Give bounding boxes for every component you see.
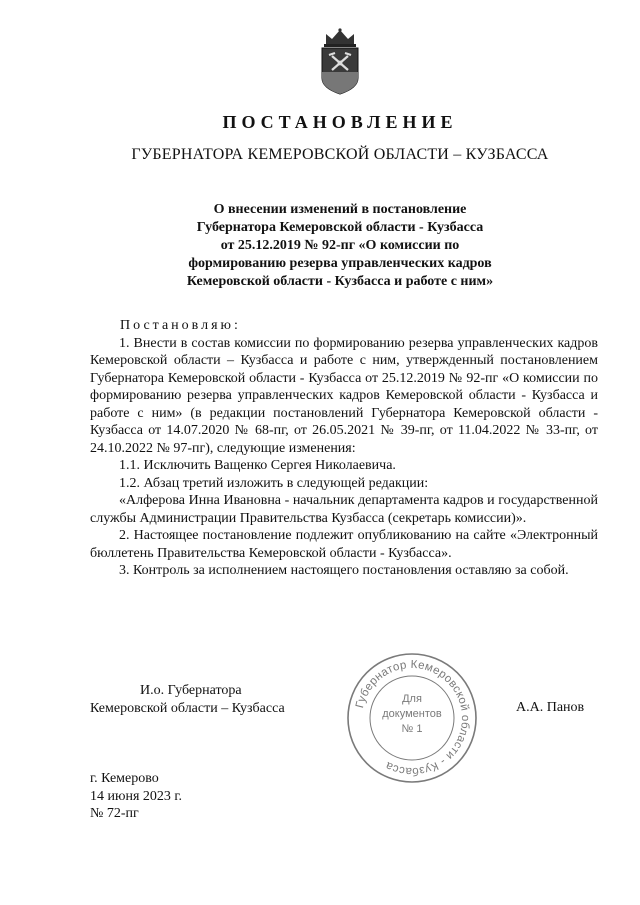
- signature-position: [90, 682, 310, 718]
- heading-line: от 25.12.2019 № 92-пг «О комиссии по: [220, 238, 460, 253]
- quoted-paragraph: «Алферова Инна Ивановна - начальник департамента кадров и государственной службы Администрации Правительства Кузбасса (секретарь комиссии)».: [90, 493, 598, 526]
- heading-line: формированию резерва управленческих кадров: [188, 256, 492, 271]
- footer-number: № 72-пг: [90, 806, 139, 821]
- stamp-inner-line2: документов: [382, 708, 442, 720]
- document-subtitle: ГУБЕРНАТОРА КЕМЕРОВСКОЙ ОБЛАСТИ – КУЗБАССА: [131, 146, 549, 163]
- signature-position-line1: И.о. Губернатора: [140, 683, 242, 698]
- heading-line: Кемеровской области - Кузбасса и работе с ним»: [186, 274, 494, 289]
- document-footer: [90, 770, 182, 823]
- signature-position-line2: Кемеровской области – Кузбасса: [90, 701, 285, 716]
- document-body: [90, 317, 598, 580]
- footer-city: г. Кемерово: [90, 771, 159, 786]
- stamp-outer-text: Губернатор Кемеровской области - Кузбасса: [354, 658, 472, 778]
- stamp-inner-line1: Для: [402, 693, 422, 705]
- paragraph-1: 1. Внести в состав комиссии по формированию резерва управленческих кадров Кемеровской области – Кузбасса и работе с ним, утвержденный постановлением Губернатора Кемеровской области - Кузбасса от 25.12.2019 № 92-пг «О комиссии по формированию резерва управленческих кадров Кемеровской области - Кузбасса и работе с ним» (в редакции постановлений Губернатора Кемеровской области - Кузбасса от 14.07.2020 № 68-пг, от 26.05.2021 № 39-пг, от 11.04.2022 № 33-пг, от 24.10.2022 № 97-пг), следующие изменения:: [90, 335, 598, 456]
- coat-of-arms-icon: [318, 28, 362, 96]
- postanovlyayu-label: Постановляю:: [120, 318, 241, 333]
- paragraph-2: 2. Настоящее постановление подлежит опубликованию на сайте «Электронный бюллетень Правительства Кемеровской области - Кузбасса».: [90, 528, 598, 561]
- official-stamp: [342, 648, 482, 788]
- signature-name: А.А. Панов: [516, 700, 585, 715]
- heading-line: О внесении изменений в постановление: [213, 202, 467, 217]
- heading-line: Губернатора Кемеровской области - Кузбасса: [196, 220, 484, 235]
- paragraph-3: 3. Контроль за исполнением настоящего постановления оставляю за собой.: [119, 563, 569, 578]
- paragraph-1-2: 1.2. Абзац третий изложить в следующей редакции:: [119, 475, 429, 491]
- paragraph-1-1: 1.1. Исключить Ващенко Сергея Николаевича.: [119, 458, 396, 473]
- stamp-inner-line3: № 1: [401, 723, 423, 735]
- footer-date: 14 июня 2023 г.: [90, 788, 183, 804]
- document-heading: [150, 201, 530, 291]
- document-title: ПОСТАНОВЛЕНИЕ: [222, 112, 458, 132]
